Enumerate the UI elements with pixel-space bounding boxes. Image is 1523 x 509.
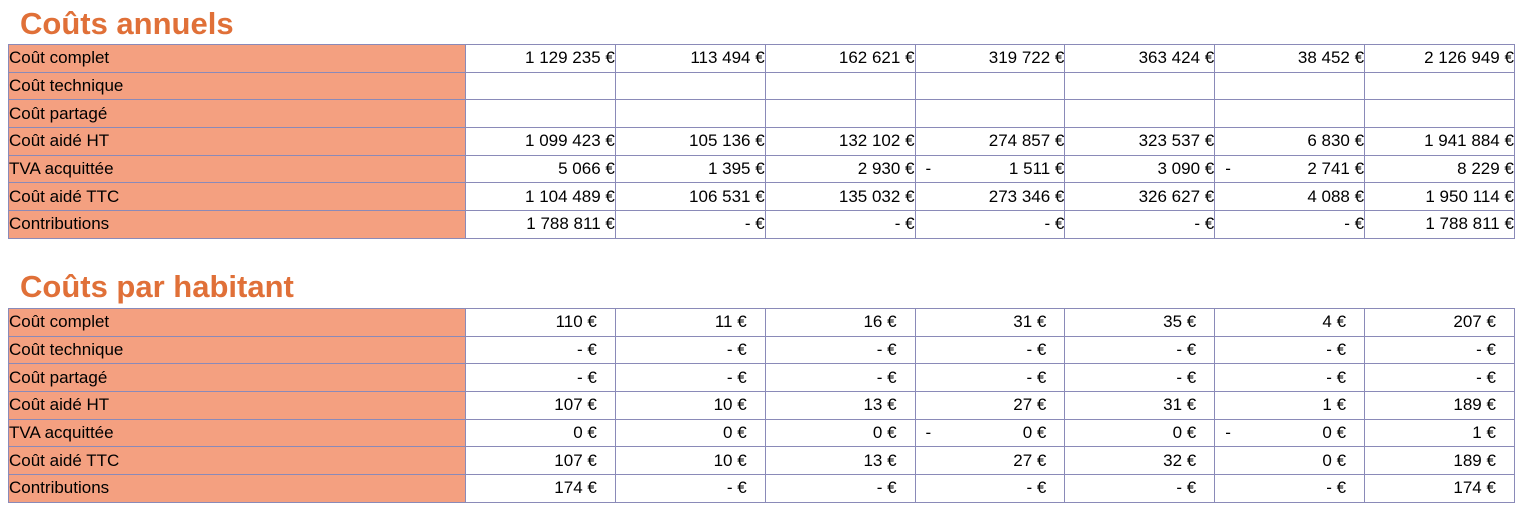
value-cell [1215, 155, 1365, 183]
cell-value: - € [744, 214, 765, 234]
value-cell [466, 392, 616, 420]
cell-value: 16 € [863, 312, 897, 332]
cell-value: - € [1176, 340, 1197, 360]
cell-value: 2 741 € [1307, 159, 1365, 179]
value-cell [1215, 419, 1365, 447]
negative-sign: - [1225, 422, 1231, 442]
cell-value: 0 € [1022, 423, 1047, 443]
cell-value: - € [1326, 367, 1347, 387]
cell-value: - € [577, 340, 597, 360]
cell-value: - € [876, 367, 897, 387]
value-cell [1215, 364, 1365, 392]
value-cell [765, 475, 915, 503]
cell-value: 162 621 € [838, 48, 915, 68]
cell-value: 2 930 € [857, 159, 915, 179]
cell-value: 1 395 € [707, 159, 765, 179]
table-row [9, 100, 1515, 128]
cell-value: 1 941 884 € [1424, 131, 1514, 151]
cell-value: 0 € [573, 423, 597, 443]
row-label: Contributions [9, 475, 466, 503]
value-cell [615, 211, 765, 239]
cell-value: 35 € [1163, 312, 1197, 332]
cell-value: 0 € [1322, 423, 1347, 443]
value-cell [1215, 392, 1365, 420]
cell-value: 273 346 € [988, 186, 1065, 206]
value-cell [1365, 475, 1515, 503]
negative-sign: - [925, 422, 932, 442]
value-cell [915, 309, 1065, 337]
value-cell [765, 309, 915, 337]
value-cell [915, 419, 1065, 447]
section-title-per-inhabitant-costs: Coûts par habitant [20, 269, 294, 304]
value-cell [615, 392, 765, 420]
cell-value: 13 € [863, 450, 897, 470]
table-row [9, 183, 1515, 211]
cell-value: 38 452 € [1297, 48, 1365, 68]
value-cell [765, 45, 915, 73]
row-label: Coût aidé HT [9, 128, 466, 156]
value-cell [915, 336, 1065, 364]
cell-value: 107 € [554, 450, 597, 470]
value-cell [1215, 475, 1365, 503]
value-cell [765, 419, 915, 447]
value-cell [615, 336, 765, 364]
cell-value: - € [1326, 340, 1347, 360]
cell-value: 4 088 € [1307, 186, 1365, 206]
cell-value: - € [726, 478, 747, 498]
value-cell [1365, 392, 1515, 420]
value-cell [765, 183, 915, 211]
value-cell [615, 447, 765, 475]
cell-value: 326 627 € [1138, 186, 1215, 206]
value-cell [915, 128, 1065, 156]
value-cell [466, 128, 616, 156]
value-cell [466, 475, 616, 503]
cell-value: 13 € [863, 395, 897, 415]
value-cell [765, 211, 915, 239]
value-cell [1365, 309, 1515, 337]
value-cell [615, 45, 765, 73]
value-cell [1215, 128, 1365, 156]
cell-value: 105 136 € [689, 131, 765, 151]
cell-value: 8 229 € [1457, 159, 1514, 179]
cell-value: - € [726, 367, 747, 387]
value-cell [615, 475, 765, 503]
value-cell [915, 475, 1065, 503]
value-cell [765, 72, 915, 100]
value-cell [466, 155, 616, 183]
value-cell [615, 183, 765, 211]
value-cell [466, 364, 616, 392]
table-row [9, 309, 1515, 337]
value-cell [1215, 100, 1365, 128]
table-row [9, 128, 1515, 156]
cell-value: - € [1044, 214, 1065, 234]
value-cell [615, 72, 765, 100]
cell-value: - € [1344, 214, 1365, 234]
value-cell [1065, 100, 1215, 128]
cell-value: 323 537 € [1138, 131, 1215, 151]
value-cell [615, 128, 765, 156]
value-cell [915, 72, 1065, 100]
cell-value: 174 € [554, 478, 597, 498]
table-row [9, 364, 1515, 392]
value-cell [1065, 419, 1215, 447]
value-cell [1365, 128, 1515, 156]
value-cell [765, 364, 915, 392]
cell-value: 1 099 423 € [525, 131, 615, 151]
row-label: Coût partagé [9, 100, 466, 128]
table-row [9, 392, 1515, 420]
table-row [9, 72, 1515, 100]
cell-value: - € [1194, 214, 1215, 234]
row-label: Coût partagé [9, 364, 466, 392]
value-cell [915, 45, 1065, 73]
value-cell [1065, 72, 1215, 100]
cell-value: 274 857 € [988, 131, 1065, 151]
value-cell [466, 72, 616, 100]
value-cell [1365, 183, 1515, 211]
cell-value: 27 € [1013, 450, 1047, 470]
value-cell [1365, 45, 1515, 73]
section-title-annual-costs: Coûts annuels [20, 6, 234, 41]
value-cell [915, 364, 1065, 392]
cell-value: 32 € [1163, 450, 1197, 470]
value-cell [1065, 155, 1215, 183]
value-cell [1215, 447, 1365, 475]
cell-value: - € [1026, 367, 1047, 387]
value-cell [1065, 183, 1215, 211]
cell-value: 1 950 114 € [1425, 186, 1514, 206]
cell-value: 0 € [1322, 450, 1347, 470]
value-cell [915, 447, 1065, 475]
cell-value: 113 494 € [690, 48, 765, 68]
cell-value: 1 € [1322, 395, 1347, 415]
value-cell [466, 100, 616, 128]
row-label: Contributions [9, 211, 466, 239]
value-cell [1065, 447, 1215, 475]
cell-value: 319 722 € [988, 48, 1065, 68]
cell-value: - € [1026, 478, 1047, 498]
value-cell [1365, 447, 1515, 475]
table-row [9, 336, 1515, 364]
cell-value: 0 € [872, 423, 897, 443]
cell-value: 107 € [554, 395, 597, 415]
value-cell [1365, 211, 1515, 239]
cell-value: - € [1476, 340, 1496, 360]
cell-value: 31 € [1163, 395, 1197, 415]
value-cell [1215, 45, 1365, 73]
value-cell [466, 447, 616, 475]
value-cell [466, 419, 616, 447]
value-cell [1365, 364, 1515, 392]
value-cell [915, 155, 1065, 183]
cell-value: 0 € [723, 423, 747, 443]
cell-value: 1 € [1472, 423, 1496, 443]
cell-value: - € [1176, 478, 1197, 498]
cell-value: - € [1026, 340, 1047, 360]
cell-value: 1 129 235 € [525, 48, 615, 68]
value-cell [1215, 336, 1365, 364]
cell-value: - € [577, 367, 597, 387]
negative-sign: - [925, 158, 932, 178]
value-cell [765, 155, 915, 183]
cell-value: 363 424 € [1138, 48, 1215, 68]
negative-sign: - [1225, 158, 1231, 178]
cell-value: 31 € [1013, 312, 1047, 332]
value-cell [466, 211, 616, 239]
cell-value: 110 € [555, 312, 597, 332]
value-cell [615, 155, 765, 183]
value-cell [765, 447, 915, 475]
cell-value: 27 € [1013, 395, 1047, 415]
value-cell [915, 211, 1065, 239]
value-cell [1365, 419, 1515, 447]
value-cell [1365, 336, 1515, 364]
cell-value: 0 € [1172, 423, 1197, 443]
cell-value: 189 € [1453, 395, 1496, 415]
row-label: Coût complet [9, 309, 466, 337]
value-cell [915, 392, 1065, 420]
cell-value: - € [726, 340, 747, 360]
cell-value: - € [894, 214, 915, 234]
cell-value: 10 € [713, 395, 747, 415]
value-cell [1365, 155, 1515, 183]
cell-value: - € [876, 340, 897, 360]
value-cell [765, 392, 915, 420]
value-cell [1065, 364, 1215, 392]
value-cell [765, 100, 915, 128]
cell-value: - € [876, 478, 897, 498]
cell-value: - € [1176, 367, 1197, 387]
cell-value: 106 531 € [689, 186, 765, 206]
table-row [9, 45, 1515, 73]
table-row [9, 475, 1515, 503]
row-label: Coût technique [9, 72, 466, 100]
value-cell [1215, 72, 1365, 100]
value-cell [765, 128, 915, 156]
value-cell [466, 45, 616, 73]
value-cell [765, 336, 915, 364]
cell-value: - € [1476, 367, 1496, 387]
per-inhabitant-costs-table [8, 308, 1515, 503]
cell-value: 189 € [1453, 450, 1496, 470]
value-cell [1365, 72, 1515, 100]
value-cell [1065, 392, 1215, 420]
value-cell [1215, 309, 1365, 337]
row-label: Coût aidé TTC [9, 447, 466, 475]
cell-value: 5 066 € [558, 159, 615, 179]
value-cell [466, 183, 616, 211]
cell-value: 4 € [1322, 312, 1347, 332]
cell-value: 1 104 489 € [525, 186, 615, 206]
value-cell [1065, 336, 1215, 364]
value-cell [915, 183, 1065, 211]
row-label: Coût aidé TTC [9, 183, 466, 211]
annual-costs-table [8, 44, 1515, 239]
cell-value: - € [1326, 478, 1347, 498]
cell-value: 1 511 € [1008, 159, 1065, 179]
value-cell [615, 100, 765, 128]
value-cell [615, 309, 765, 337]
value-cell [1215, 211, 1365, 239]
value-cell [615, 364, 765, 392]
table-row [9, 211, 1515, 239]
value-cell [1065, 211, 1215, 239]
table-row [9, 447, 1515, 475]
cell-value: 174 € [1453, 478, 1496, 498]
row-label: Coût aidé HT [9, 392, 466, 420]
row-label: TVA acquittée [9, 155, 466, 183]
value-cell [1065, 45, 1215, 73]
cell-value: 135 032 € [838, 186, 915, 206]
cell-value: 10 € [713, 450, 747, 470]
value-cell [915, 100, 1065, 128]
table-row [9, 155, 1515, 183]
row-label: Coût technique [9, 336, 466, 364]
cell-value: 1 788 811 € [1425, 214, 1514, 234]
cell-value: 132 102 € [838, 131, 915, 151]
value-cell [1065, 309, 1215, 337]
row-label: Coût complet [9, 45, 466, 73]
value-cell [466, 309, 616, 337]
table-row [9, 419, 1515, 447]
cell-value: 11 € [714, 312, 747, 332]
row-label: TVA acquittée [9, 419, 466, 447]
cell-value: 2 126 949 € [1424, 48, 1514, 68]
value-cell [466, 336, 616, 364]
value-cell [1365, 100, 1515, 128]
cell-value: 6 830 € [1307, 131, 1365, 151]
value-cell [615, 419, 765, 447]
value-cell [1215, 183, 1365, 211]
value-cell [1065, 128, 1215, 156]
value-cell [1065, 475, 1215, 503]
cell-value: 207 € [1453, 312, 1496, 332]
cell-value: 3 090 € [1157, 159, 1215, 179]
cell-value: 1 788 811 € [526, 214, 615, 234]
